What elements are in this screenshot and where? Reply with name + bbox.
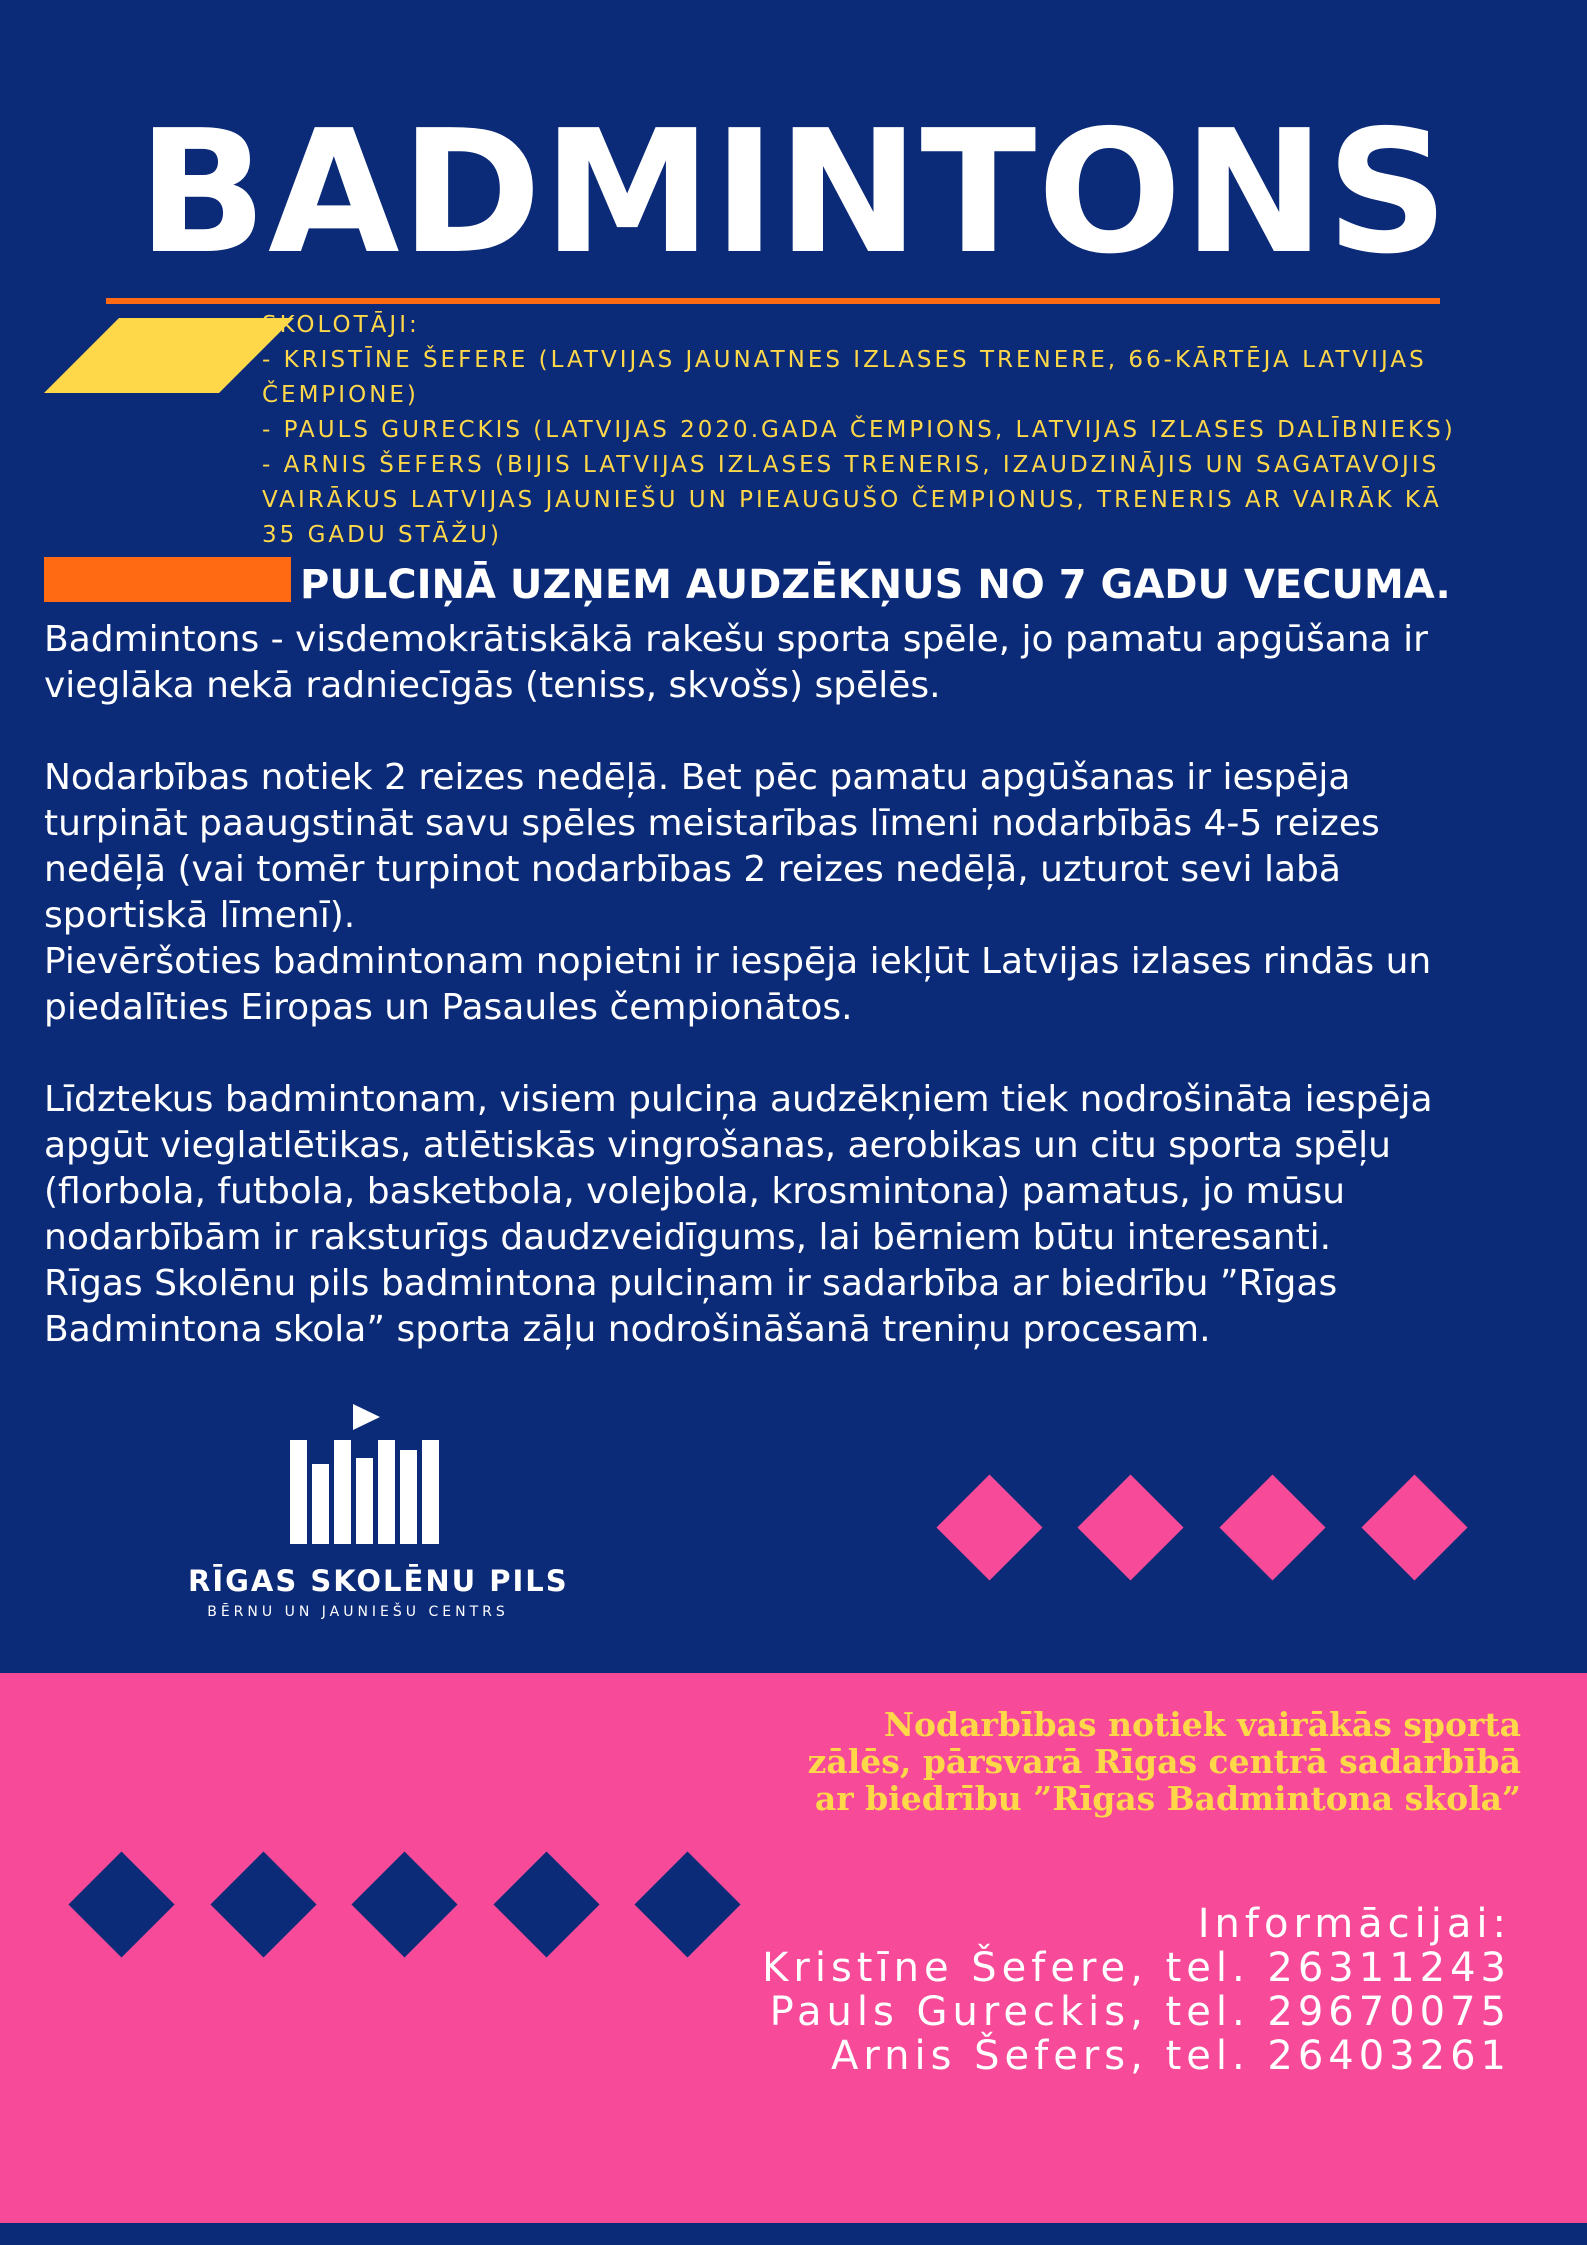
yellow-parallelogram-decoration [44,318,294,393]
teachers-line: ČEMPIONE) [262,382,419,408]
pink-diamond-decoration [1219,1474,1325,1580]
teachers-heading: SKOLOTĀJI: [262,312,420,338]
paragraph-line: nodarbībām ir raksturīgs daudzveidīgums, lai bērniem būtu interesanti. [44,1217,1332,1258]
venue-line: Nodarbības notiek vairākās sporta [883,1705,1521,1744]
paragraph-line: Pievēršoties badmintonam nopietni ir iespēja iekļūt Latvijas izlases rindās un [44,941,1432,982]
venue-line: zālēs, pārsvarā Rīgas centrā sadarbībā [807,1742,1521,1781]
teachers-line: - PAULS GURECKIS (LATVIJAS 2020.GADA ČEMPIONS, LATVIJAS IZLASES DALĪBNIEKS) [262,417,1456,443]
pink-diamond-decoration [1361,1474,1467,1580]
paragraph-line: vieglāka nekā radniecīgās (teniss, skvošs) spēlēs. [44,665,941,706]
contact-info [611,1902,1511,2078]
contact-line: Kristīne Šefere, tel. 26311243 [762,1945,1511,1991]
contact-line: Pauls Gureckis, tel. 29670075 [769,1989,1511,2035]
teachers-line: 35 GADU STĀŽU) [262,522,502,548]
logo-mark-icon [188,1400,528,1560]
description-text [44,617,1554,1353]
poster-title: BADMINTONS [137,94,1450,292]
venue-note [621,1706,1521,1817]
venue-line: ar biedrību ”Rīgas Badmintona skola” [814,1779,1521,1818]
paragraph-line: Līdztekus badmintonam, visiem pulciņa audzēkņiem tiek nodrošināta iespēja [44,1079,1433,1120]
paragraph-line: Rīgas Skolēnu pils badmintona pulciņam ir sadarbība ar biedrību ”Rīgas [44,1263,1338,1304]
age-subheading: PULCIŅĀ UZŅEM AUDZĒKŅUS NO 7 GADU VECUMA. [300,562,1451,608]
teachers-line: VAIRĀKUS LATVIJAS JAUNIEŠU UN PIEAUGUŠO ČEMPIONUS, TRENERIS AR VAIRĀK KĀ [262,487,1442,513]
paragraph-line: (florbola, futbola, basketbola, volejbola, krosmintona) pamatus, jo mūsu [44,1171,1346,1212]
paragraph-line: Nodarbības notiek 2 reizes nedēļā. Bet pēc pamatu apgūšanas ir iespēja [44,757,1351,798]
logo-name: RĪGAS SKOLĒNU PILS [188,1564,569,1598]
contact-line: Arnis Šefers, tel. 26403261 [831,2033,1511,2079]
paragraph-gap [44,1031,1554,1077]
teachers-list [262,308,1462,553]
title-underline [106,298,1440,304]
paragraph-gap [44,709,1554,755]
teachers-line: - ARNIS ŠEFERS (BIJIS LATVIJAS IZLASES TRENERIS, IZAUDZINĀJIS UN SAGATAVOJIS [262,452,1440,478]
paragraph-line: Badmintona skola” sporta zāļu nodrošināšanā treniņu procesam. [44,1309,1211,1350]
pink-diamond-decoration [936,1474,1042,1580]
paragraph-line: apgūt vieglatlētikas, atlētiskās vingrošanas, aerobikas un citu sporta spēļu [44,1125,1391,1166]
paragraph-line: sportiskā līmenī). [44,895,356,936]
contact-heading: Informācijai: [1197,1901,1511,1947]
paragraph-line: nedēļā (vai tomēr turpinot nodarbības 2 reizes nedēļā, uzturot sevi labā [44,849,1341,890]
teachers-line: - KRISTĪNE ŠEFERE (LATVIJAS JAUNATNES IZLASES TRENERE, 66-KĀRTĒJA LATVIJAS [262,347,1427,373]
paragraph-line: piedalīties Eiropas un Pasaules čempionātos. [44,987,853,1028]
logo-subtitle: BĒRNU UN JAUNIEŠU CENTRS [207,1604,509,1620]
bottom-strip [0,2223,1587,2245]
rigas-skolenu-pils-logo [188,1400,569,1630]
pink-diamond-decoration [1077,1474,1183,1580]
orange-bar-decoration [44,557,291,602]
paragraph-line: Badmintons - visdemokrātiskākā rakešu sporta spēle, jo pamatu apgūšana ir [44,619,1428,660]
paragraph-line: turpināt paaugstināt savu spēles meistarības līmeni nodarbībās 4-5 reizes [44,803,1380,844]
